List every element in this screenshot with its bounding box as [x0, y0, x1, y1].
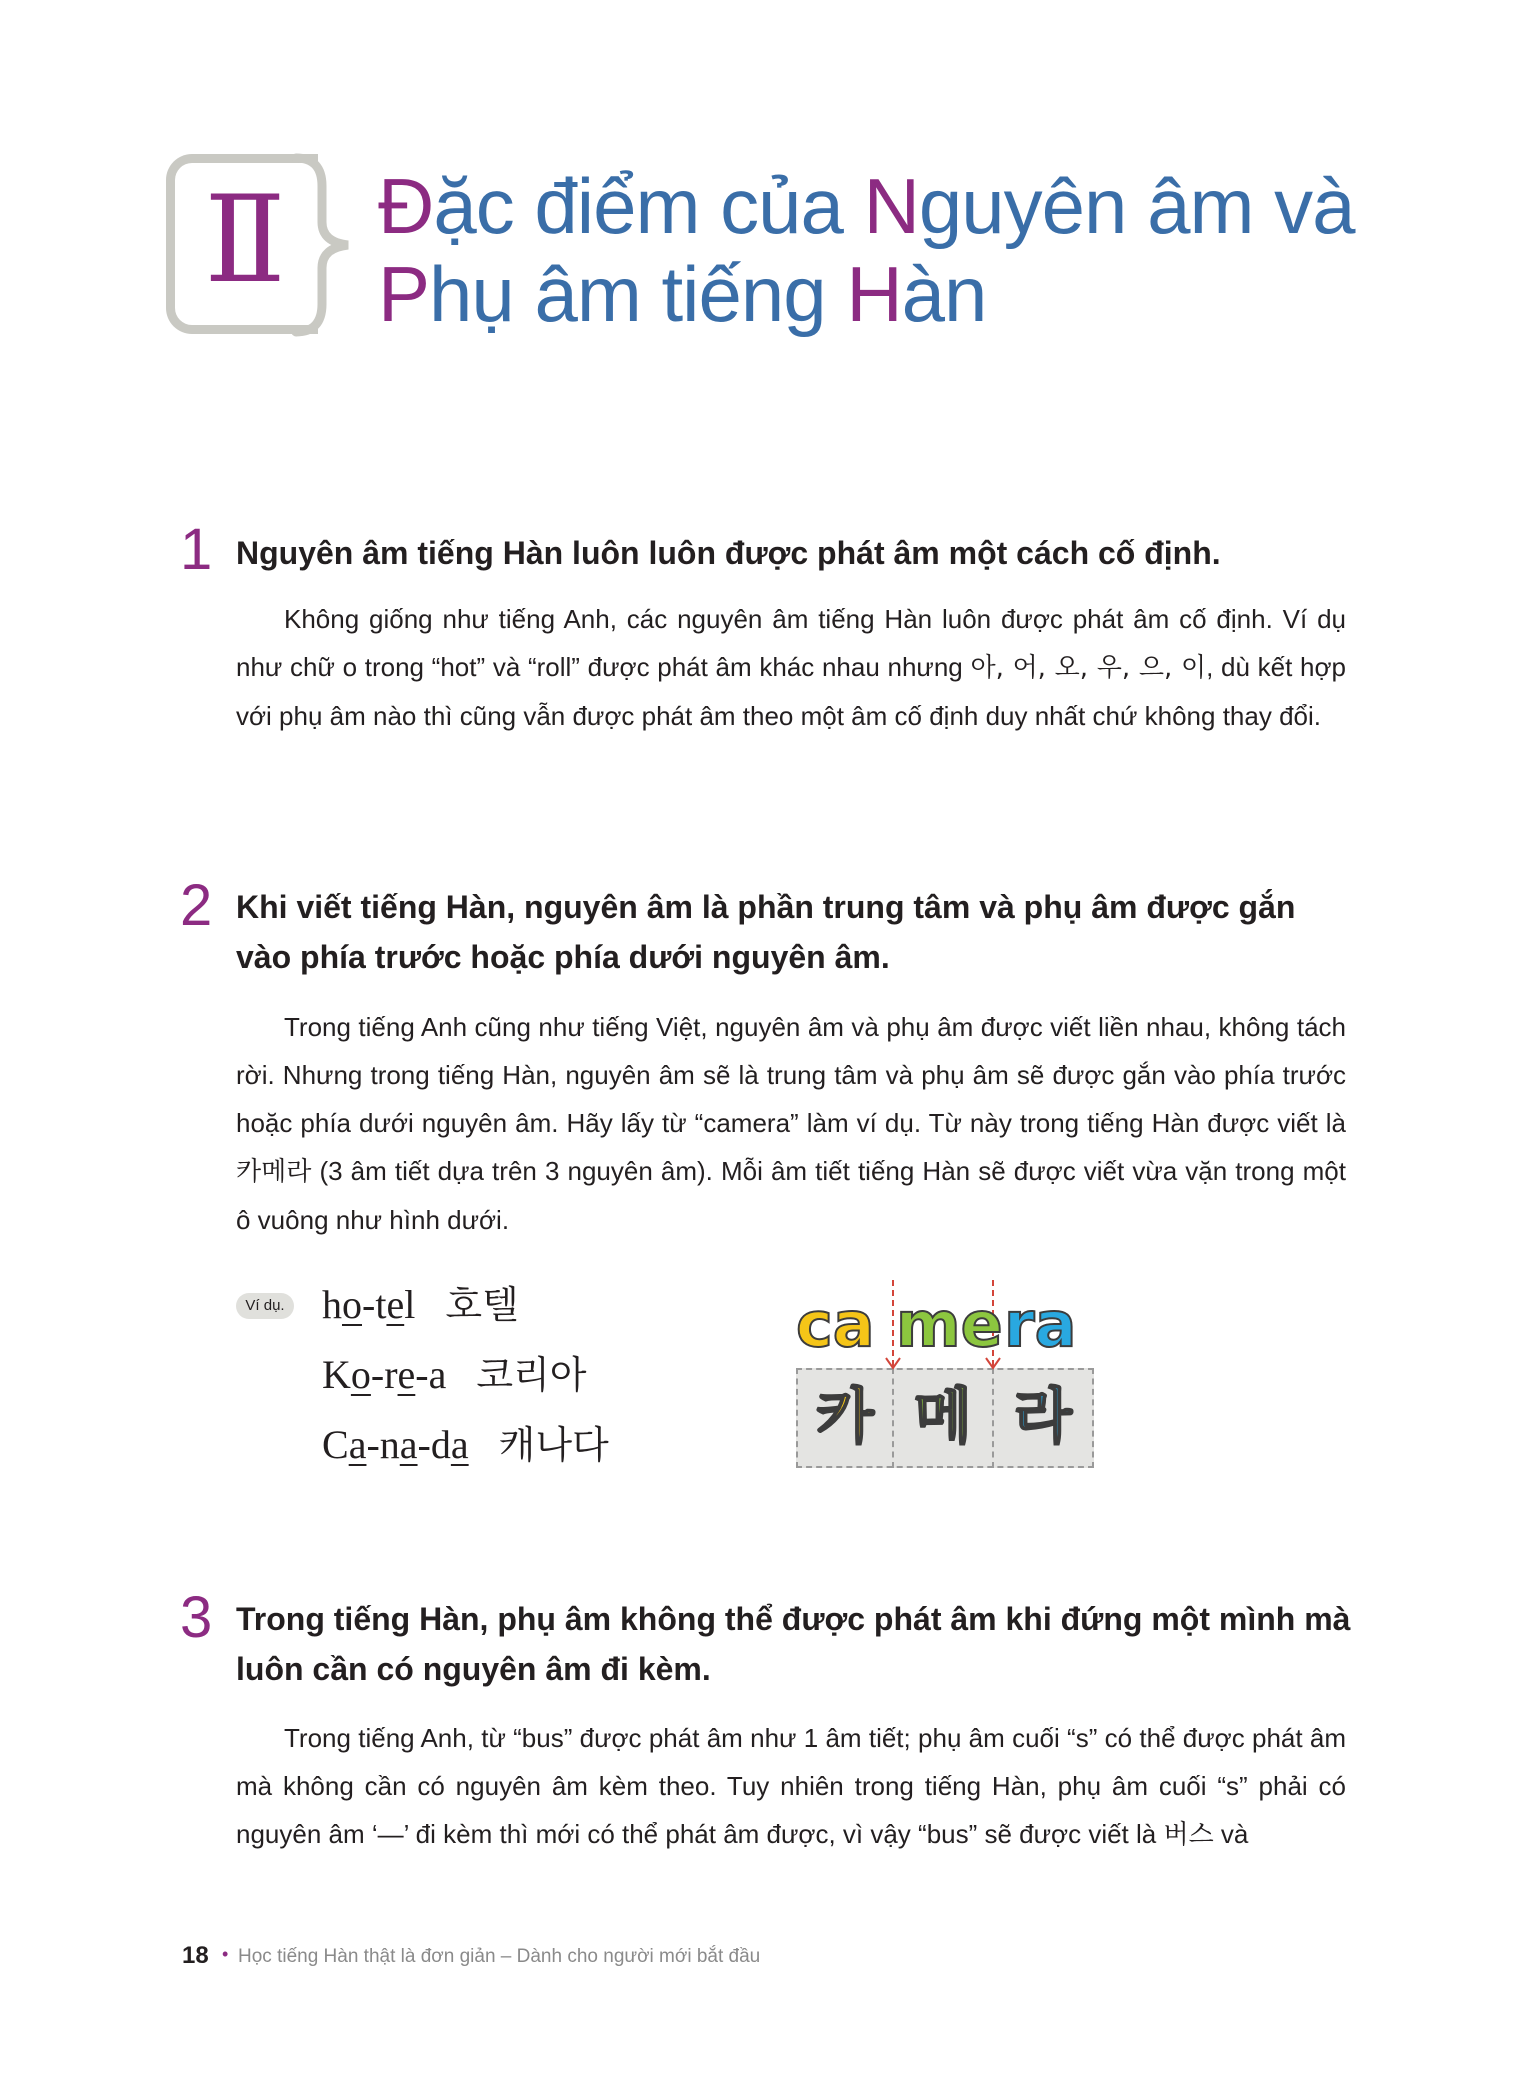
korean-word: 코리아: [476, 1353, 587, 1397]
title-initial: P: [378, 250, 430, 338]
korean-word: 캐나다: [498, 1423, 609, 1467]
section-number: 2: [180, 873, 213, 938]
paragraph-text: (3 âm tiết dựa trên 3 nguyên âm). Mỗi âm tiết tiếng Hàn sẽ được viết vừa vặn trong một ô vuông như hình dưới.: [236, 1156, 1346, 1235]
section-number: 3: [180, 1585, 213, 1650]
example-badge: Ví dụ.: [236, 1293, 294, 1319]
section-paragraph: [236, 595, 1346, 740]
paragraph-text: Trong tiếng Anh cũng như tiếng Việt, nguyên âm và phụ âm được viết liền nhau, không tách rời. Nhưng trong tiếng Hàn, nguyên âm sẽ là trung tâm và phụ âm sẽ được gắn vào phía trước hoặc phía dưới nguyên âm. Hãy lấy từ “camera” làm ví dụ. Từ này trong tiếng Hàn được viết là: [236, 1012, 1346, 1138]
camera-hangul-me: 메: [914, 1382, 972, 1452]
title-text: guyên âm và: [918, 162, 1355, 250]
paragraph-text: Trong tiếng Anh, từ “bus” được phát âm như 1 âm tiết; phụ âm cuối “s” có thể được phát âm mà không cần có nguyên âm kèm theo. Tuy nhiên trong tiếng Hàn, phụ âm cuối “s” phải có nguyên âm ‘—’ đi kèm thì mới có thể phát âm được, vì vậy “bus” sẽ được viết là: [236, 1723, 1346, 1849]
footer-bullet: •: [222, 1944, 229, 1964]
chapter-title-line-1: [378, 162, 1378, 250]
example-row: Ko-re-a 코리아: [322, 1352, 587, 1397]
title-initial: Đ: [378, 162, 434, 250]
section-paragraph: [236, 1003, 1346, 1244]
section-paragraph: [236, 1714, 1346, 1859]
section-heading: Trong tiếng Hàn, phụ âm không thể được phát âm khi đứng một mình mà luôn cần có nguyên âm đi kèm.: [236, 1601, 1351, 1687]
camera-hangul-ra: 라: [1014, 1382, 1072, 1452]
divider-arrow: [892, 1280, 894, 1366]
paragraph-text: , dù kết hợp với phụ âm nào thì cũng vẫn được phát âm theo một âm cố định duy nhất chứ không thay đổi.: [236, 652, 1347, 731]
camera-syllable-me: me: [896, 1288, 1003, 1361]
section-number: 1: [180, 517, 213, 582]
brace-icon: [292, 150, 352, 340]
title-initial: H: [846, 250, 902, 338]
korean-text: 카메라: [236, 1157, 312, 1187]
paragraph-text: Không giống như tiếng Anh, các nguyên âm tiếng Hàn luôn được phát âm cố định. Ví dụ như chữ o trong “hot” và “roll” được phát âm khác nhau nhưng: [236, 604, 1346, 682]
camera-syllable-ra: ra: [1004, 1288, 1077, 1361]
chapter-title-line-2: [378, 250, 1378, 338]
book-title: Học tiếng Hàn thật là đơn giản – Dành cho người mới bắt đầu: [238, 1946, 761, 1967]
page-number: 18: [182, 1942, 209, 1969]
section-heading: Nguyên âm tiếng Hàn luôn luôn được phát âm một cách cố định.: [236, 535, 1221, 571]
example-row: ho-tel 호텔: [322, 1282, 519, 1327]
chapter-title: [378, 162, 1378, 338]
korean-word: 호텔: [445, 1283, 519, 1327]
title-text: hụ âm tiếng: [429, 250, 847, 338]
title-text: àn: [901, 250, 987, 338]
paragraph-text: và: [1213, 1819, 1249, 1849]
korean-text: 버스: [1163, 1820, 1214, 1850]
title-text: ặc điểm của: [433, 162, 864, 250]
korean-text: 아, 어, 오, 우, 으, 이: [970, 653, 1207, 683]
title-initial: N: [863, 162, 919, 250]
section-heading: Khi viết tiếng Hàn, nguyên âm là phần trung tâm và phụ âm được gắn vào phía trước hoặc phía dưới nguyên âm.: [236, 889, 1296, 975]
example-row: Ca-na-da 캐나다: [322, 1422, 609, 1467]
camera-hangul-ka: 카: [816, 1382, 874, 1452]
chapter-roman-numeral: Ⅱ: [204, 174, 286, 307]
camera-syllable-ca: ca: [796, 1288, 875, 1361]
